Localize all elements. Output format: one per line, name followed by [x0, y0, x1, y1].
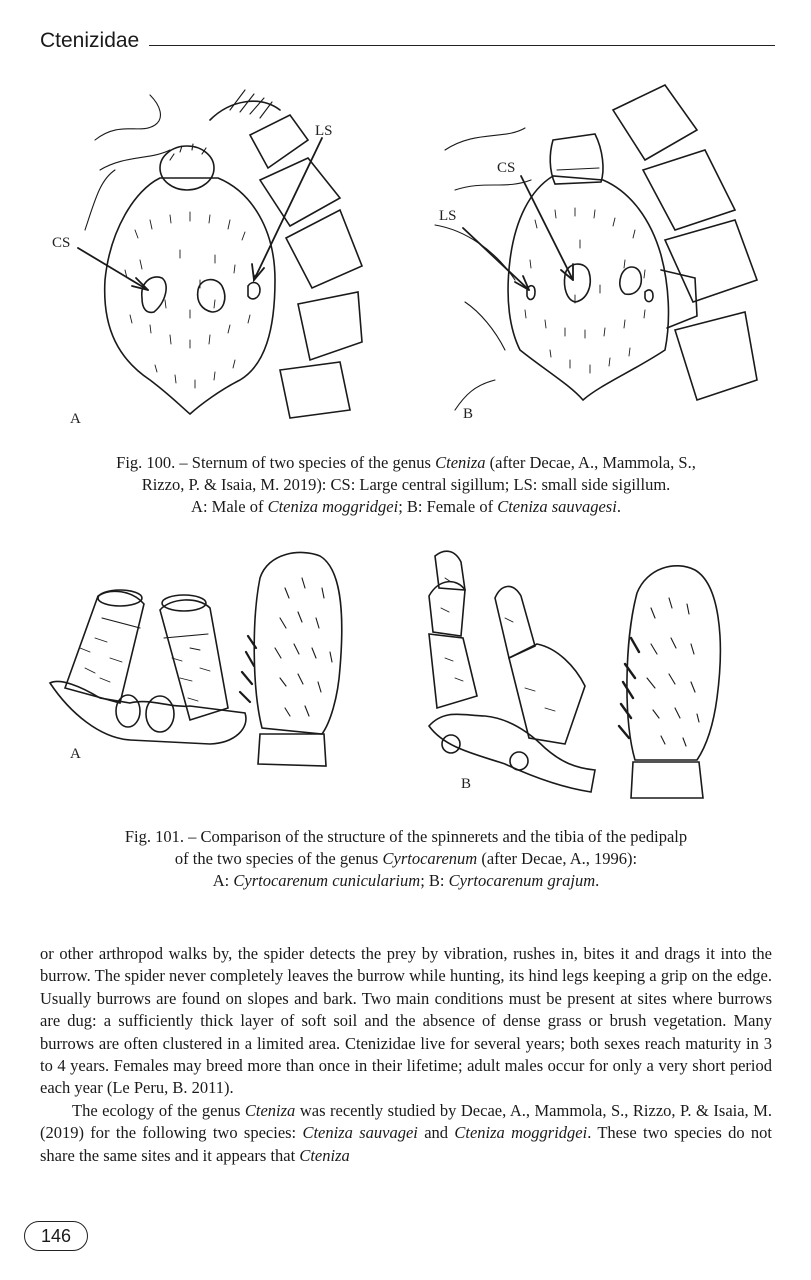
- header-rule: [149, 45, 775, 46]
- figure-101-b-letter: B: [461, 776, 472, 792]
- figure-100-caption-line-1: Fig. 100. – Sternum of two species of the genus Cteniza (after Decae, A., Mammola, S.,: [116, 453, 696, 472]
- figure-100-panel-a: [40, 80, 380, 430]
- page-number: 146: [24, 1221, 88, 1251]
- species-name: Cteniza sauvagesi: [497, 497, 617, 516]
- figure-100-b-cs-label: CS: [497, 160, 516, 176]
- paragraph-2: The ecology of the genus Cteniza was recently studied by Decae, A., Mammola, S., Rizzo, P. & Isaia, M. (2019) for the following two species: Cteniza sauvagei and Cteniza moggridgei. These two species do not share the same sites and it appears that Cteniza: [40, 1100, 773, 1165]
- figure-101-panel-b: [385, 548, 765, 810]
- paragraph-1: or other arthropod walks by, the spider detects the prey by vibration, rushes in, bites it and drags it into the burrow. The spider never completely leaves the burrow while hunting, its hind legs keeping a grip on the edge. Usually burrows are found on slopes and bark. Two main conditions must be present at sites where burrows are dug: a sufficiently thick layer of soft soil and the absence of dense grass or brush vegetation. Many burrows are often clustered in a limited area. Ctenizidae live for several years; both sexes reach maturity in 3 to 4 years. Females may breed more than once in their lifetime; adult males occur for only a very short period each year (Le Peru, B. 2011).: [40, 944, 772, 1098]
- figure-100-b-ls-label: LS: [439, 208, 457, 224]
- figure-100-caption: [40, 452, 772, 518]
- genus-name: Cteniza: [244, 1100, 296, 1120]
- body-text: [40, 943, 772, 1167]
- running-header: [40, 22, 775, 52]
- figure-101-caption: [40, 826, 772, 892]
- species-name: Cteniza moggridgei: [454, 1123, 588, 1143]
- figure-101-panel-a: [40, 548, 360, 810]
- species-name: Cteniza sauvagei: [302, 1123, 418, 1143]
- species-name: Cyrtocarenum cunicularium: [233, 871, 421, 890]
- genus-name: Cteniza: [435, 453, 486, 472]
- figure-101-a-letter: A: [70, 746, 81, 762]
- figure-100-panel-b: [435, 80, 775, 430]
- figure-100-b-letter: B: [463, 406, 474, 422]
- figure-100-a-cs-label: CS: [52, 235, 71, 251]
- chapter-title: Ctenizidae: [40, 29, 140, 52]
- figure-101-caption-line-1: Fig. 101. – Comparison of the structure of the spinnerets and the tibia of the pedipalp: [124, 827, 688, 846]
- figure-101: [40, 548, 775, 810]
- figure-100-a-letter: A: [70, 411, 81, 427]
- species-name: Cyrtocarenum grajum: [448, 871, 596, 890]
- figure-101-caption-line-2: of the two species of the genus Cyrtocarenum (after Decae, A., 1996):: [174, 849, 638, 868]
- figure-100-a-ls-label: LS: [315, 123, 333, 139]
- figure-101-caption-line-3: A: Cyrtocarenum cunicularium; B: Cyrtocarenum grajum.: [212, 871, 600, 890]
- figure-100-caption-line-3: A: Male of Cteniza moggridgei; B: Female of Cteniza sauvagesi.: [191, 497, 621, 516]
- figure-100: [40, 80, 775, 430]
- figure-100-caption-line-2: Rizzo, P. & Isaia, M. 2019): CS: Large central sigillum; LS: small side sigillum.: [141, 475, 671, 494]
- genus-name: Cyrtocarenum: [382, 849, 478, 868]
- species-name: Cteniza: [299, 1145, 350, 1165]
- species-name: Cteniza moggridgei: [267, 497, 399, 516]
